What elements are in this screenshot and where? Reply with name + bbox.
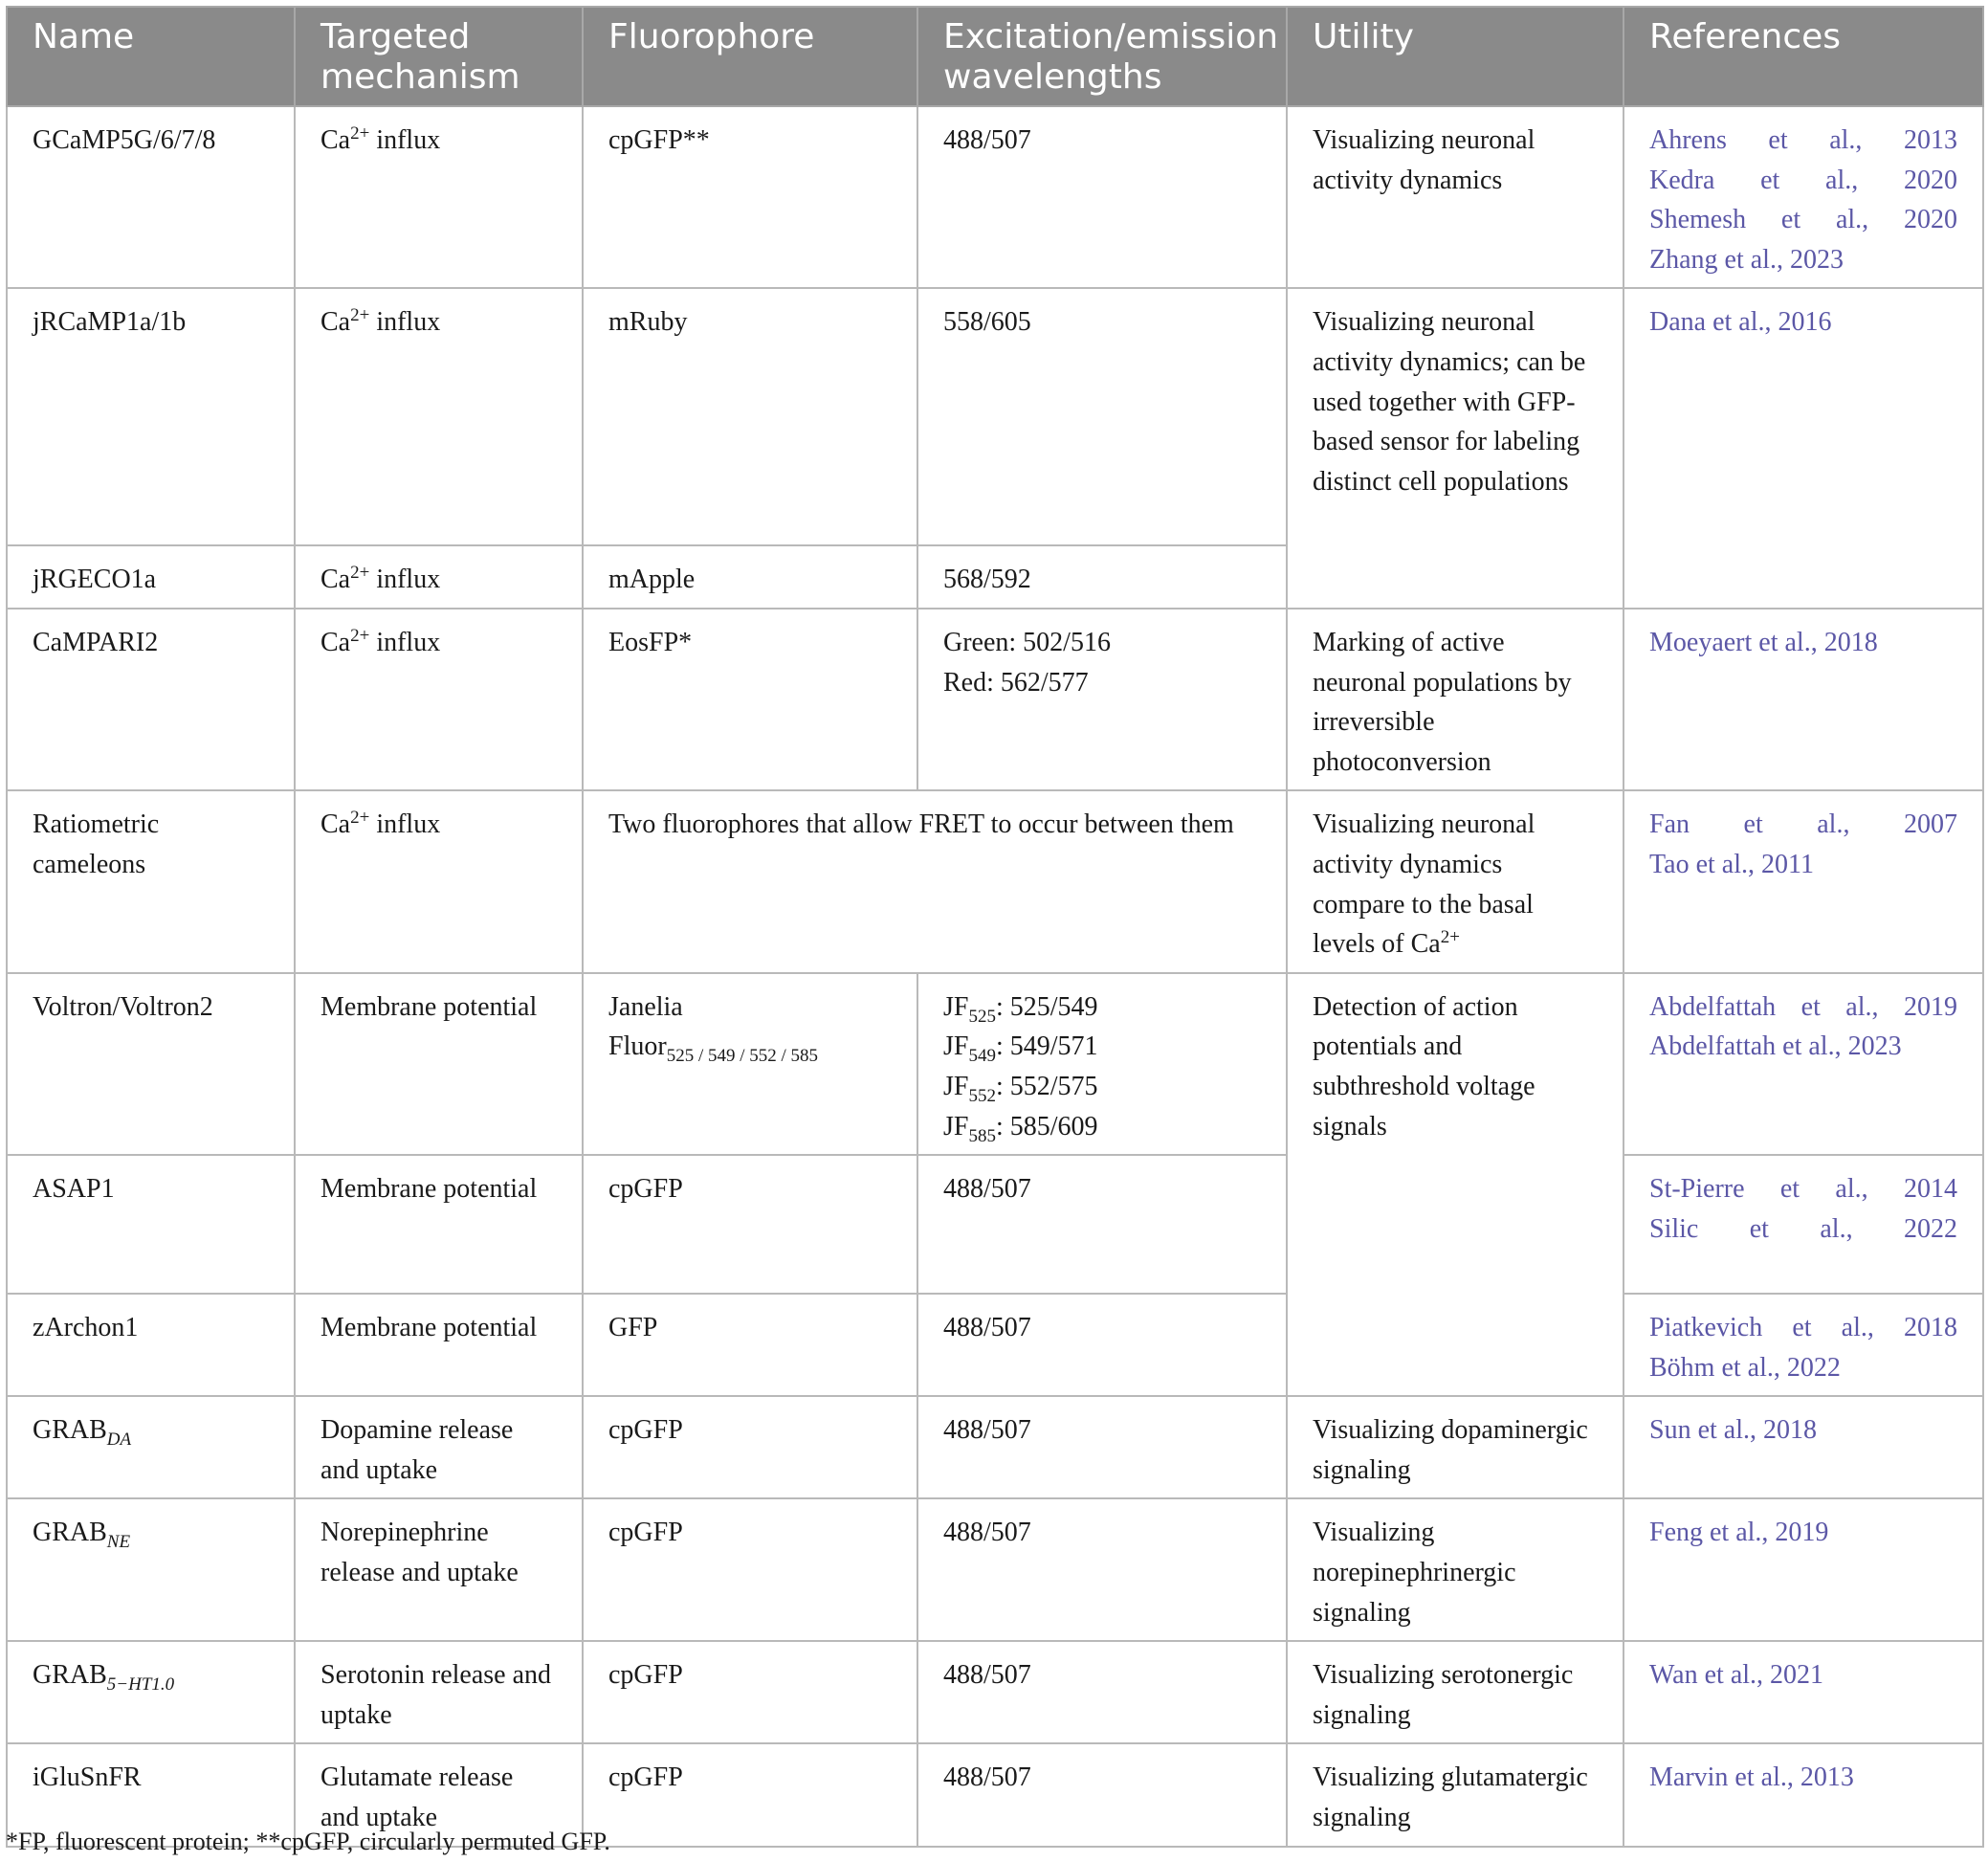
cell-mechanism: $Ca^{2+}$ influx xyxy=(295,288,583,545)
cell-fluorophore: Janelia Fluor$_{525 / 549 / 552 / 585}$ xyxy=(583,973,917,1155)
sensor-table xyxy=(6,6,1984,1848)
cell-references xyxy=(1624,1396,1983,1498)
cell-name: zArchon1 xyxy=(7,1294,295,1396)
cell-utility: Marking of active neuronal populations by irreversible photoconversion xyxy=(1287,609,1624,790)
cell-wavelengths: 488/507 xyxy=(917,1641,1287,1743)
cell-name: jRCaMP1a/1b xyxy=(7,288,295,545)
table-row xyxy=(7,106,1983,288)
table-row xyxy=(7,1396,1983,1498)
cell-fluorophore: cpGFP xyxy=(583,1155,917,1294)
cell-wavelengths: Green: 502/516 Red: 562/577 xyxy=(917,609,1287,790)
cell-fluorophore: cpGFP** xyxy=(583,106,917,288)
table-row xyxy=(7,1294,1983,1396)
table-row xyxy=(7,790,1983,972)
reference-link[interactable]: Zhang et al., 2023 xyxy=(1649,244,1844,275)
cell-utility xyxy=(1287,545,1624,609)
cell-mechanism: $Ca^{2+}$ influx xyxy=(295,106,583,288)
cell-mechanism: Membrane potential xyxy=(295,973,583,1155)
cell-wavelengths: 488/507 xyxy=(917,1743,1287,1846)
reference-link[interactable]: Kedra et al., 2020 xyxy=(1649,165,1957,195)
cell-name: jRGECO1a xyxy=(7,545,295,609)
reference-link[interactable]: Shemesh et al., 2020 xyxy=(1649,205,1957,235)
cell-wavelengths: 488/507 xyxy=(917,1396,1287,1498)
cell-mechanism: Glutamate release and uptake xyxy=(295,1743,583,1846)
header-references: References xyxy=(1624,7,1983,106)
cell-mechanism: $Ca^{2+}$ influx xyxy=(295,545,583,609)
cell-utility: Detection of action potentials and subthreshold voltage signals xyxy=(1287,973,1624,1397)
cell-name: ASAP1 xyxy=(7,1155,295,1294)
sensor-table-container xyxy=(6,6,1982,1848)
reference-link[interactable]: Fan et al., 2007 xyxy=(1649,809,1957,840)
cell-fluorophore: cpGFP xyxy=(583,1396,917,1498)
cell-name: $GRAB_{DA}$ xyxy=(7,1396,295,1498)
cell-mechanism: Dopamine release and uptake xyxy=(295,1396,583,1498)
cell-references xyxy=(1624,1155,1983,1294)
header-row xyxy=(7,7,1983,106)
table-footnote: *FP, fluorescent protein; **cpGFP, circularly permuted GFP. xyxy=(6,1828,610,1855)
cell-name: iGluSnFR xyxy=(7,1743,295,1846)
header-mechanism: Targeted mechanism xyxy=(295,7,583,106)
cell-utility: Visualizing serotonergic signaling xyxy=(1287,1641,1624,1743)
cell-references xyxy=(1624,1641,1983,1743)
cell-name: $GRAB_{5-HT1.0}$ xyxy=(7,1641,295,1743)
reference-link[interactable]: Silic et al., 2022 xyxy=(1649,1213,1957,1244)
reference-link[interactable]: Dana et al., 2016 xyxy=(1649,307,1832,338)
cell-name: $GRAB_{NE}$ xyxy=(7,1498,295,1641)
header-utility: Utility xyxy=(1287,7,1624,106)
cell-fluorophore: cpGFP xyxy=(583,1743,917,1846)
cell-utility: Visualizing neuronal activity dynamics compare to the basal levels of $Ca^{2+}$ xyxy=(1287,790,1624,972)
cell-fluorophore: cpGFP xyxy=(583,1641,917,1743)
cell-references xyxy=(1624,288,1983,545)
table-row xyxy=(7,1498,1983,1641)
header-name: Name xyxy=(7,7,295,106)
reference-link[interactable]: Sun et al., 2018 xyxy=(1649,1415,1817,1446)
reference-link[interactable]: St-Pierre et al., 2014 xyxy=(1649,1174,1957,1205)
cell-fluorophore: GFP xyxy=(583,1294,917,1396)
cell-name: GCaMP5G/6/7/8 xyxy=(7,106,295,288)
reference-link[interactable]: Böhm et al., 2022 xyxy=(1649,1352,1841,1383)
cell-mechanism: Norepinephrine release and uptake xyxy=(295,1498,583,1641)
cell-utility: Visualizing glutamatergic signaling xyxy=(1287,1743,1624,1846)
cell-references xyxy=(1624,106,1983,288)
reference-link[interactable]: Ahrens et al., 2013 xyxy=(1649,125,1957,155)
reference-link[interactable]: Wan et al., 2021 xyxy=(1649,1660,1824,1691)
table-row xyxy=(7,609,1983,790)
cell-utility: Visualizing neuronal activity dynamics; can be used together with GFP-based sensor for labeling distinct cell populations xyxy=(1287,288,1624,545)
reference-link[interactable]: Tao et al., 2011 xyxy=(1649,849,1814,879)
header-fluorophore: Fluorophore xyxy=(583,7,917,106)
cell-references xyxy=(1624,790,1983,972)
cell-references xyxy=(1624,1294,1983,1396)
cell-references xyxy=(1624,1743,1983,1846)
table-row xyxy=(7,1641,1983,1743)
table-row xyxy=(7,973,1983,1155)
cell-fluorophore: mApple xyxy=(583,545,917,609)
cell-utility: Visualizing norepinephrinergic signaling xyxy=(1287,1498,1624,1641)
cell-wavelengths: $JF_{525}$: 525/549 $JF_{549}$: 549/571 $JF_{552}$: 552/575 $JF_{585}$: 585/609 xyxy=(917,973,1287,1155)
table-row xyxy=(7,545,1983,609)
cell-references xyxy=(1624,1498,1983,1641)
cell-wavelengths: 568/592 xyxy=(917,545,1287,609)
reference-link[interactable]: Moeyaert et al., 2018 xyxy=(1649,627,1878,657)
reference-link[interactable]: Piatkevich et al., 2018 xyxy=(1649,1313,1957,1343)
header-wavelengths: Excitation/emission wavelengths xyxy=(917,7,1287,106)
cell-utility: Visualizing dopaminergic signaling xyxy=(1287,1396,1624,1498)
cell-references xyxy=(1624,973,1983,1155)
cell-utility: Visualizing neuronal activity dynamics xyxy=(1287,106,1624,288)
cell-wavelengths: 488/507 xyxy=(917,1155,1287,1294)
cell-mechanism: $Ca^{2+}$ influx xyxy=(295,609,583,790)
cell-wavelengths: 488/507 xyxy=(917,1498,1287,1641)
cell-wavelengths: 488/507 xyxy=(917,1294,1287,1396)
reference-link[interactable]: Feng et al., 2019 xyxy=(1649,1518,1829,1548)
cell-wavelengths: 488/507 xyxy=(917,106,1287,288)
cell-name: Voltron/Voltron2 xyxy=(7,973,295,1155)
cell-fluorophore: cpGFP xyxy=(583,1498,917,1641)
cell-fluorophore-wavelengths: Two fluorophores that allow FRET to occur between them xyxy=(583,790,1287,972)
reference-link[interactable]: Abdelfattah et al., 2019 xyxy=(1649,991,1957,1022)
cell-name: Ratiometric cameleons xyxy=(7,790,295,972)
table-row xyxy=(7,288,1983,545)
cell-mechanism: Serotonin release and uptake xyxy=(295,1641,583,1743)
cell-references xyxy=(1624,545,1983,609)
cell-mechanism: $Ca^{2+}$ influx xyxy=(295,790,583,972)
cell-references xyxy=(1624,609,1983,790)
cell-fluorophore: EosFP* xyxy=(583,609,917,790)
cell-name: CaMPARI2 xyxy=(7,609,295,790)
cell-fluorophore: mRuby xyxy=(583,288,917,545)
reference-link[interactable]: Marvin et al., 2013 xyxy=(1649,1762,1854,1793)
reference-link[interactable]: Abdelfattah et al., 2023 xyxy=(1649,1031,1902,1062)
cell-wavelengths: 558/605 xyxy=(917,288,1287,545)
cell-mechanism: Membrane potential xyxy=(295,1155,583,1294)
table-row xyxy=(7,1155,1983,1294)
cell-mechanism: Membrane potential xyxy=(295,1294,583,1396)
